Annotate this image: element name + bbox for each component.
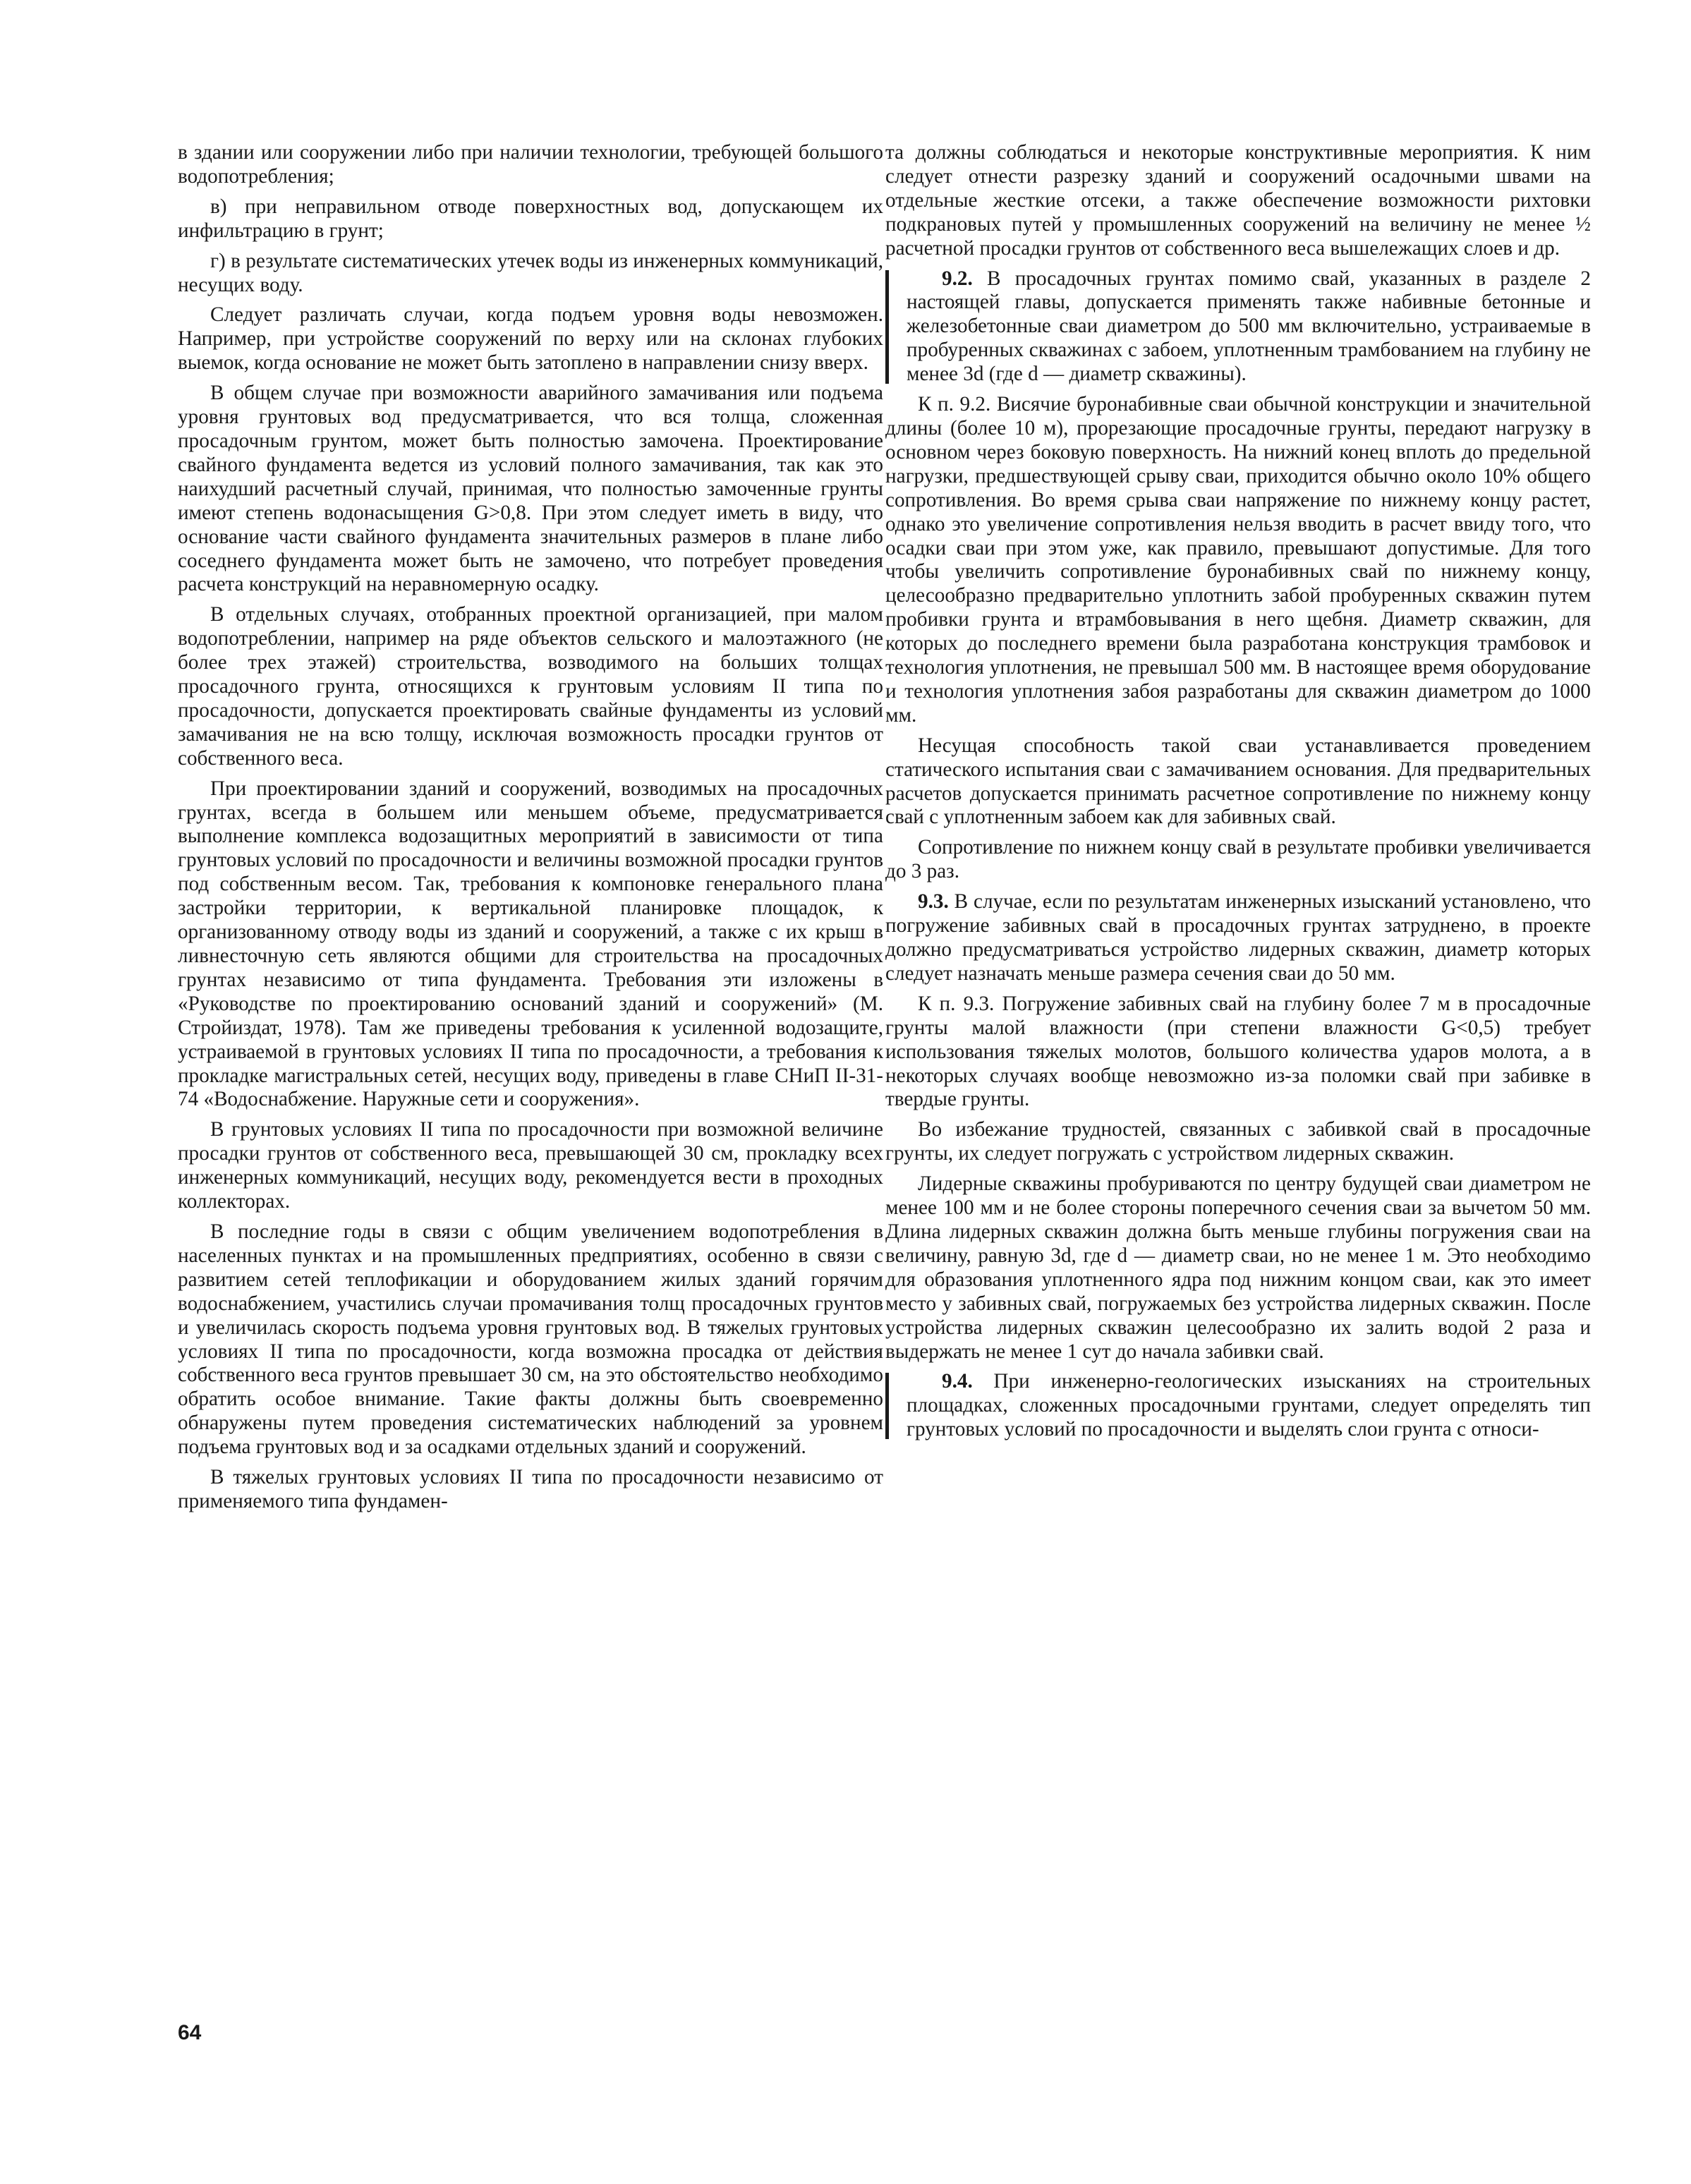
paragraph: При проектировании зданий и сооружений, возводимых на просадочных грунтах, всегда в большем или меньшем объеме, предусматривается выполнение комплекса водозащитных мероприятий в зависимости от типа грунтовых условий по просадочности и величины возможной просадки грунтов под собственным весом. Так, требования к компоновке генерального плана застройки территории, к вертикальной планировке площадок, к организованному отводу воды из зданий и сооружений, а также с их крыш в ливнесточную сеть являются общими для строительства на просадочных грунтах независимо от типа фундамента. Требования эти изложены в «Руководстве по проектированию оснований зданий и сооружений» (М. Стройиздат, 1978). Там же приведены требования к усиленной водозащите, устраиваемой в грунтовых условиях II типа по просадочности, а требования к прокладке магистральных сетей, несущих воду, приведены в главе СНиП II-31-74 «Водоснабжение. Наружные сети и сооружения».	[178, 777, 883, 1111]
left-column	[178, 141, 883, 1520]
paragraph: Сопротивление по нижнем концу свай в результате пробивки увеличивается до 3 раз.	[885, 836, 1591, 883]
norm-text	[907, 267, 1591, 387]
clause-body: В случае, если по результатам инженерных изысканий установлено, что погружение забивных свай в просадочных грунтах затруднено, в проекте должно предусматриваться устройство лидерных скважин, диаметр которых следует назначать меньше размера сечения сваи до 50 мм.	[885, 890, 1591, 985]
clause-body: В просадочных грунтах помимо свай, указанных в разделе 2 настоящей главы, допускается применять также набивные бетонные и железобетонные сваи диаметром до 500 мм включительно, устраиваемые в пробуренных скважинах с забоем, уплотненным трамбованием на глубину не менее 3d (где d — диаметр скважины).	[907, 267, 1592, 386]
paragraph: в здании или сооружении либо при наличии технологии, требующей большого водопотребления;	[178, 141, 883, 188]
paragraph: та должны соблюдаться и некоторые конструктивные мероприятия. К ним следует отнести разрезку зданий и сооружений осадочными швами на отдельные жесткие отсеки, а также обеспечение возможности рихтовки подкрановых путей у промышленных сооружений на величину не менее ½ расчетной просадки грунтов от собственного веса вышележащих слоев и др.	[885, 141, 1591, 260]
paragraph: В тяжелых грунтовых условиях II типа по просадочности независимо от применяемого типа фундамен-	[178, 1466, 883, 1512]
paragraph: К п. 9.3. Погружение забивных свай на глубину более 7 м в просадочные грунты малой влажности (при степени влажности G<0,5) требует использования тяжелых молотов, большого количества ударов молота, а в некоторых случаях вообще невозможно из-за поломки свай при забивке в твердые грунты.	[885, 992, 1591, 1111]
list-item-g: г) в результате систематических утечек воды из инженерных коммуникаций, несущих воду.	[178, 249, 883, 296]
page-number: 64	[178, 2021, 202, 2044]
paragraph: Лидерные скважины пробуриваются по центру будущей сваи диаметром не менее 100 мм и не более стороны поперечного сечения сваи за вычетом 50 мм. Длина лидерных скважин должна быть меньше глубины погружения сваи на величину, равную 3d, где d — диаметр сваи, но не менее 1 м. Это необходимо для образования уплотненного ядра под нижним концом сваи, как это имеет место у забивных свай, погружаемых без устройства лидерных скважин. После устройства лидерных скважин целесообразно их залить водой 2 раза и выдержать не менее 1 сут до начала забивки свай.	[885, 1172, 1591, 1363]
norm-text	[907, 1370, 1591, 1442]
paragraph: В общем случае при возможности аварийного замачивания или подъема уровня грунтовых вод предусматривается, что вся толща, сложенная просадочным грунтом, может быть полностью замочена. Проектирование свайного фундамента ведется из условий полного замачивания, так как это наихудший расчетный случай, принимая, что полностью замоченные грунты имеют степень водонасыщения G>0,8. При этом следует иметь в виду, что основание части свайного фундамента значительных размеров в плане либо соседнего фундамента может быть не замочено, что потребует проведения расчета конструкций на неравномерную осадку.	[178, 382, 883, 596]
clause-number: 9.3.	[918, 890, 949, 914]
paragraph: К п. 9.2. Висячие буронабивные сваи обычной конструкции и значительной длины (более 10 м), прорезающие просадочные грунты, передают нагрузку в основном через боковую поверхность. На нижний конец вплоть до предельной нагрузки, предшествующей срыву сваи, приходится обычно около 10% общего сопротивления. Во время срыва сваи напряжение по нижнему концу растет, однако это увеличение сопротивления нельзя вводить в расчет ввиду того, что осадки сваи при этом уже, как правило, превышают допустимые. Для того чтобы увеличить сопротивление буронабивных свай по нижнему концу, целесообразно предварительно уплотнить забой пробуренных скважин путем пробивки грунта и втрамбовывания в него щебня. Диаметр скважин, для которых до последнего времени была разработана конструкция трамбовок и технология уплотнения, не превышал 500 мм. В настоящее время оборудование и технология уплотнения забоя разработаны для скважин диаметром до 1000 мм.	[885, 393, 1591, 727]
list-item-v: в) при неправильном отводе поверхностных вод, допускающем их инфильтрацию в грунт;	[178, 195, 883, 242]
right-column	[885, 141, 1591, 1448]
clause-number: 9.2.	[942, 267, 973, 290]
paragraph: Во избежание трудностей, связанных с забивкой свай в просадочные грунты, их следует погружать с устройством лидерных скважин.	[885, 1118, 1591, 1165]
norm-clause-9-2	[885, 267, 1591, 387]
clause-number: 9.4.	[942, 1370, 973, 1393]
norm-clause-9-4	[885, 1370, 1591, 1442]
paragraph: В отдельных случаях, отобранных проектной организацией, при малом водопотреблении, например на ряде объектов сельского и малоэтажного (не более трех этажей) строительства, возводимого на больших толщах просадочного грунта, относящихся к грунтовым условиям II типа по просадочности, допускается проектировать свайные фундаменты из условий замачивания не на всю толщу, исключая возможность просадки грунтов от собственного веса.	[178, 603, 883, 770]
paragraph: Следует различать случаи, когда подъем уровня воды невозможен. Например, при устройстве сооружений по верху или на склонах глубоких выемок, когда основание не может быть затоплено в направлении снизу вверх.	[178, 303, 883, 375]
clause-body: При инженерно-геологических изысканиях на строительных площадках, сложенных просадочными грунтами, следует определять тип грунтовых условий по просадочности и выделять слои грунта с относи-	[907, 1370, 1591, 1441]
paragraph: В грунтовых условиях II типа по просадочности при возможной величине просадки грунтов от собственного веса, превышающей 30 см, прокладку всех инженерных коммуникаций, несущих воду, рекомендуется вести в проходных коллекторах.	[178, 1118, 883, 1213]
norm-clause-9-3	[885, 890, 1591, 986]
paragraph: Несущая способность такой сваи устанавливается проведением статического испытания сваи с замачиванием основания. Для предварительных расчетов допускается принимать расчетное сопротивление по нижнему концу свай с уплотненным забоем как для забивных свай.	[885, 734, 1591, 829]
paragraph: В последние годы в связи с общим увеличением водопотребления в населенных пунктах и на промышленных предприятиях, особенно в связи с развитием сетей теплофикации и оборудованием жилых зданий горячим водоснабжением, участились случаи промачивания толщ просадочных грунтов и увеличилась скорость подъема уровня грунтовых вод. В тяжелых грунтовых условиях II типа по просадочности, когда возможна просадка от действия собственного веса грунтов превышает 30 см, на это обстоятельство необходимо обратить особое внимание. Такие факты должны быть своевременно обнаружены путем проведения систематических наблюдений за уровнем подъема грунтовых вод и за осадками отдельных зданий и сооружений.	[178, 1220, 883, 1459]
